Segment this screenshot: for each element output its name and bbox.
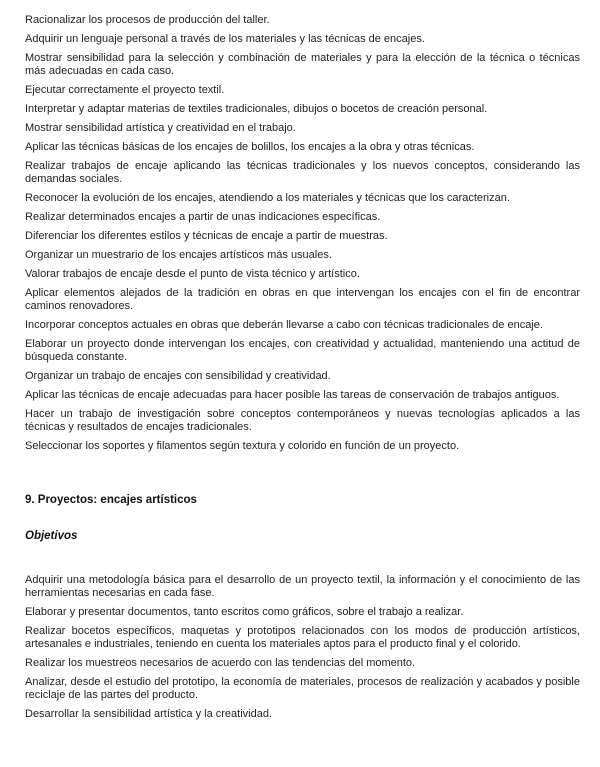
section-heading: 9. Proyectos: encajes artísticos	[25, 494, 197, 506]
paragraph: Aplicar las técnicas de encaje adecuadas para hacer posible las tareas de conservación de trabajos antiguos.	[25, 389, 560, 401]
paragraph: Adquirir una metodología básica para el desarrollo de un proyecto textil, la información y el conocimiento de las herramientas necesarias en cada fase.	[25, 574, 580, 599]
paragraph: Racionalizar los procesos de producción del taller.	[25, 14, 270, 26]
paragraph: Interpretar y adaptar materias de textiles tradicionales, dibujos o bocetos de creación personal.	[25, 103, 488, 115]
paragraph: Aplicar las técnicas básicas de los encajes de bolillos, los encajes a la obra y otras técnicas.	[25, 141, 475, 153]
paragraph: Realizar los muestreos necesarios de acuerdo con las tendencias del momento.	[25, 657, 416, 669]
paragraph: Diferenciar los diferentes estilos y técnicas de encaje a partir de muestras.	[25, 230, 388, 242]
objectives-list-part1	[25, 14, 580, 453]
paragraph: Desarrollar la sensibilidad artística y la creatividad.	[25, 708, 272, 720]
paragraph: Mostrar sensibilidad artística y creatividad en el trabajo.	[25, 122, 296, 134]
paragraph: Hacer un trabajo de investigación sobre conceptos contemporáneos y nuevas tecnologías aplicados a las técnicas y resultados de encajes tradicionales.	[25, 408, 580, 433]
paragraph: Reconocer la evolución de los encajes, atendiendo a los materiales y técnicas que los caracterizan.	[25, 192, 510, 204]
paragraph: Seleccionar los soportes y filamentos según textura y colorido en función de un proyecto.	[25, 440, 460, 452]
paragraph: Incorporar conceptos actuales en obras que deberán llevarse a cabo con técnicas tradicionales de encaje.	[25, 319, 543, 331]
paragraph: Adquirir un lenguaje personal a través de los materiales y las técnicas de encajes.	[25, 33, 425, 45]
paragraph: Mostrar sensibilidad para la selección y combinación de materiales y para la elección de la técnica o técnicas más adecuadas en cada caso.	[25, 52, 580, 77]
paragraph: Valorar trabajos de encaje desde el punto de vista técnico y artístico.	[25, 268, 360, 280]
objectives-list-part2	[25, 574, 580, 721]
paragraph: Elaborar y presentar documentos, tanto escritos como gráficos, sobre el trabajo a realizar.	[25, 606, 464, 618]
paragraph: Ejecutar correctamente el proyecto textil.	[25, 84, 225, 96]
paragraph: Realizar trabajos de encaje aplicando las técnicas tradicionales y los nuevos conceptos, considerando las demandas sociales.	[25, 160, 580, 185]
paragraph: Organizar un muestrario de los encajes artísticos más usuales.	[25, 249, 332, 261]
paragraph: Aplicar elementos alejados de la tradición en obras en que intervengan los encajes con el fin de encontrar caminos renovadores.	[25, 287, 580, 312]
paragraph: Elaborar un proyecto donde intervengan los encajes, con creatividad y actualidad, manteniendo una actitud de búsqueda constante.	[25, 338, 580, 363]
objectives-subheading: Objetivos	[25, 530, 78, 542]
paragraph: Analizar, desde el estudio del prototipo, la economía de materiales, procesos de realización y acabados y posible reciclaje de las partes del producto.	[25, 676, 580, 701]
paragraph: Organizar un trabajo de encajes con sensibilidad y creatividad.	[25, 370, 331, 382]
paragraph: Realizar determinados encajes a partir de unas indicaciones específicas.	[25, 211, 381, 223]
paragraph: Realizar bocetos específicos, maquetas y prototipos relacionados con los modos de producción artísticos, artesanales e industriales, teniendo en cuenta los materiales aptos para el producto final y el colorido.	[25, 625, 580, 650]
